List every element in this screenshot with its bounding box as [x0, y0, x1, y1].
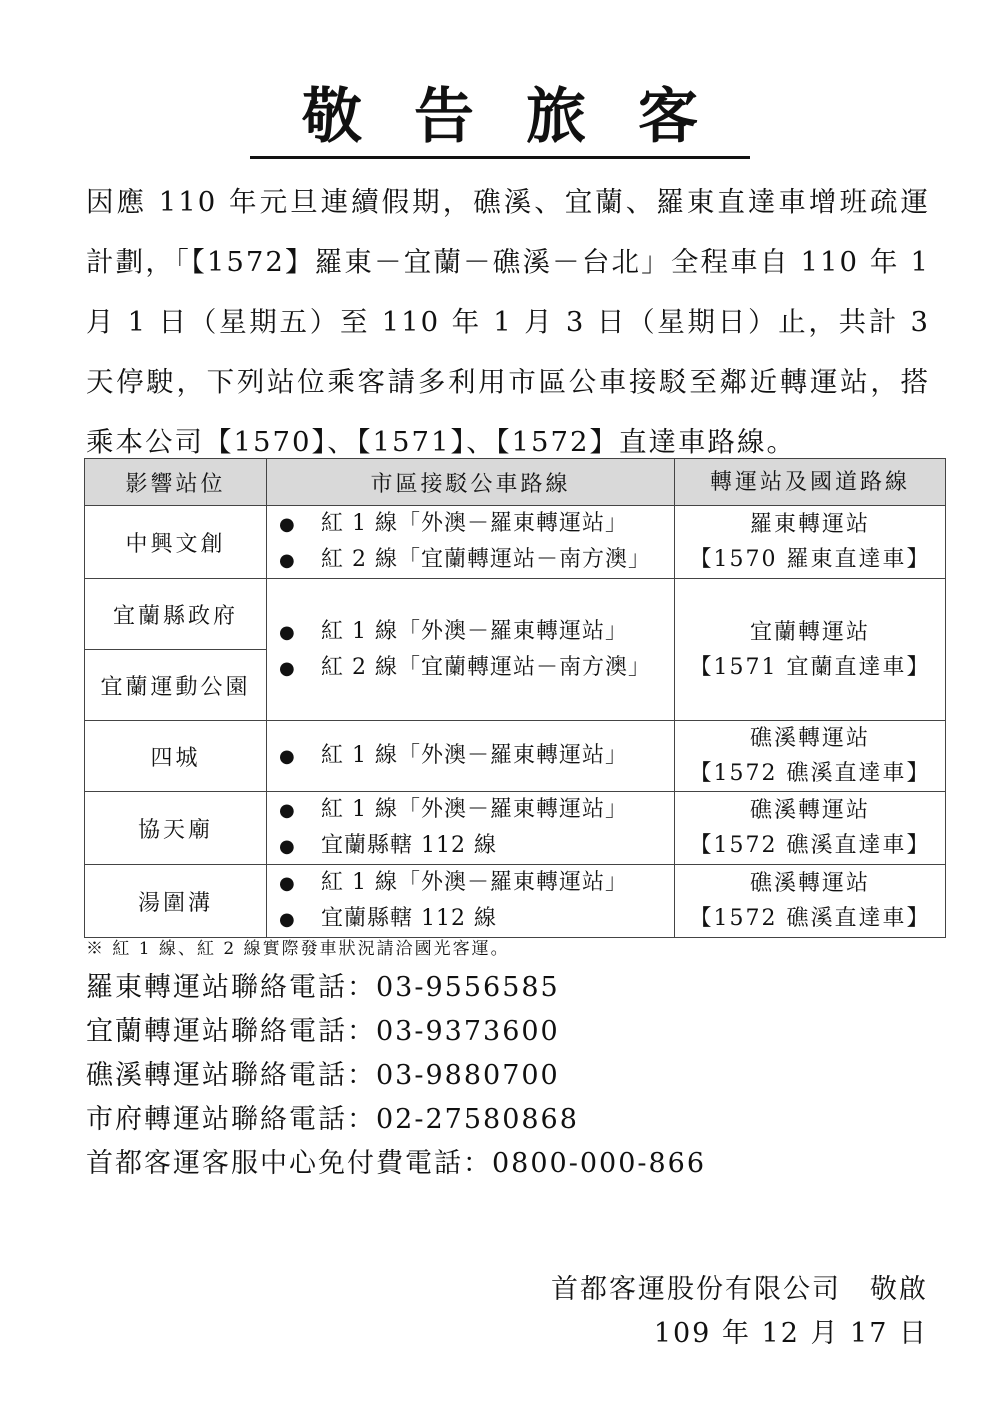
transfer-cell	[675, 792, 946, 865]
contact-list	[86, 966, 706, 1186]
route-item: ● 宜蘭縣轄 112 線	[279, 828, 674, 864]
route-item: ● 紅 1 線「外澳－羅東轉運站」	[279, 506, 674, 542]
transfer-cell	[675, 721, 946, 792]
express-route: 【1572 礁溪直達車】	[689, 906, 931, 931]
signature-company: 首都客運股份有限公司 敬啟	[551, 1274, 928, 1305]
route-item: ● 紅 2 線「宜蘭轉運站－南方澳」	[279, 542, 674, 578]
contact-line: 市府轉運站聯絡電話：02-27580868	[86, 1104, 579, 1135]
routes-cell	[267, 579, 675, 721]
route-item: ● 紅 1 線「外澳－羅東轉運站」	[279, 865, 674, 901]
route-item: ● 紅 1 線「外澳－羅東轉運站」	[279, 792, 674, 828]
header-affected-stations: 影響站位	[85, 459, 267, 506]
express-route: 【1570 羅東直達車】	[689, 547, 931, 572]
intro-paragraph: 因應 110 年元旦連續假期，礁溪、宜蘭、羅東直達車增班疏運計劃，「【1572】羅東－宜蘭－礁溪－台北」全程車自 110 年 1 月 1 日（星期五）至 110 年 1 月 3 日（星期日）止，共計 3 天停駛，下列站位乘客請多利用市區公車接駁至鄰近轉運站，搭乘本公司【1570】、【1571】、【1572】直達車路線。	[86, 186, 930, 458]
table-row	[85, 579, 946, 650]
signature-block	[551, 1268, 928, 1356]
route-item: ● 紅 1 線「外澳－羅東轉運站」	[279, 738, 674, 774]
transfer-cell	[675, 506, 946, 579]
route-table	[84, 458, 946, 938]
station-cell: 中興文創	[85, 506, 267, 579]
header-shuttle-routes: 市區接駁公車路線	[267, 459, 675, 506]
express-route: 【1572 礁溪直達車】	[689, 833, 931, 858]
routes-cell	[267, 792, 675, 865]
express-route: 【1571 宜蘭直達車】	[689, 654, 931, 680]
transfer-station: 宜蘭轉運站	[749, 619, 870, 645]
transfer-station: 羅東轉運站	[749, 512, 870, 537]
contact-line: 礁溪轉運站聯絡電話：03-9880700	[86, 1060, 560, 1091]
route-item: ● 紅 2 線「宜蘭轉運站－南方澳」	[279, 650, 674, 686]
transfer-station: 礁溪轉運站	[749, 726, 870, 751]
station-cell: 協天廟	[85, 792, 267, 865]
routes-cell	[267, 506, 675, 579]
table-row	[85, 865, 946, 938]
signature-date: 109 年 12 月 17 日	[653, 1318, 928, 1349]
station-cell: 宜蘭縣政府	[85, 579, 267, 650]
station-cell: 四城	[85, 721, 267, 792]
express-route: 【1572 礁溪直達車】	[689, 761, 931, 786]
table-row	[85, 506, 946, 579]
routes-cell	[267, 865, 675, 938]
table-header-row	[85, 459, 946, 506]
notice-title: 敬告旅客	[0, 78, 1000, 159]
header-transfer-express: 轉運站及國道路線	[675, 459, 946, 506]
transfer-station: 礁溪轉運站	[749, 871, 870, 896]
station-cell: 湯圍溝	[85, 865, 267, 938]
footnote: ※ 紅 1 線、紅 2 線實際發車狀況請洽國光客運。	[86, 939, 510, 959]
contact-line: 首都客運客服中心免付費電話：0800-000-866	[86, 1148, 707, 1179]
table-row	[85, 792, 946, 865]
table-row	[85, 721, 946, 792]
station-cell: 宜蘭運動公園	[85, 650, 267, 721]
route-item: ● 紅 1 線「外澳－羅東轉運站」	[279, 614, 674, 650]
route-item: ● 宜蘭縣轄 112 線	[279, 901, 674, 937]
contact-line: 宜蘭轉運站聯絡電話：03-9373600	[86, 1016, 560, 1047]
transfer-cell	[675, 579, 946, 721]
transfer-cell	[675, 865, 946, 938]
routes-cell	[267, 721, 675, 792]
contact-line: 羅東轉運站聯絡電話：03-9556585	[86, 972, 560, 1003]
transfer-station: 礁溪轉運站	[749, 798, 870, 823]
